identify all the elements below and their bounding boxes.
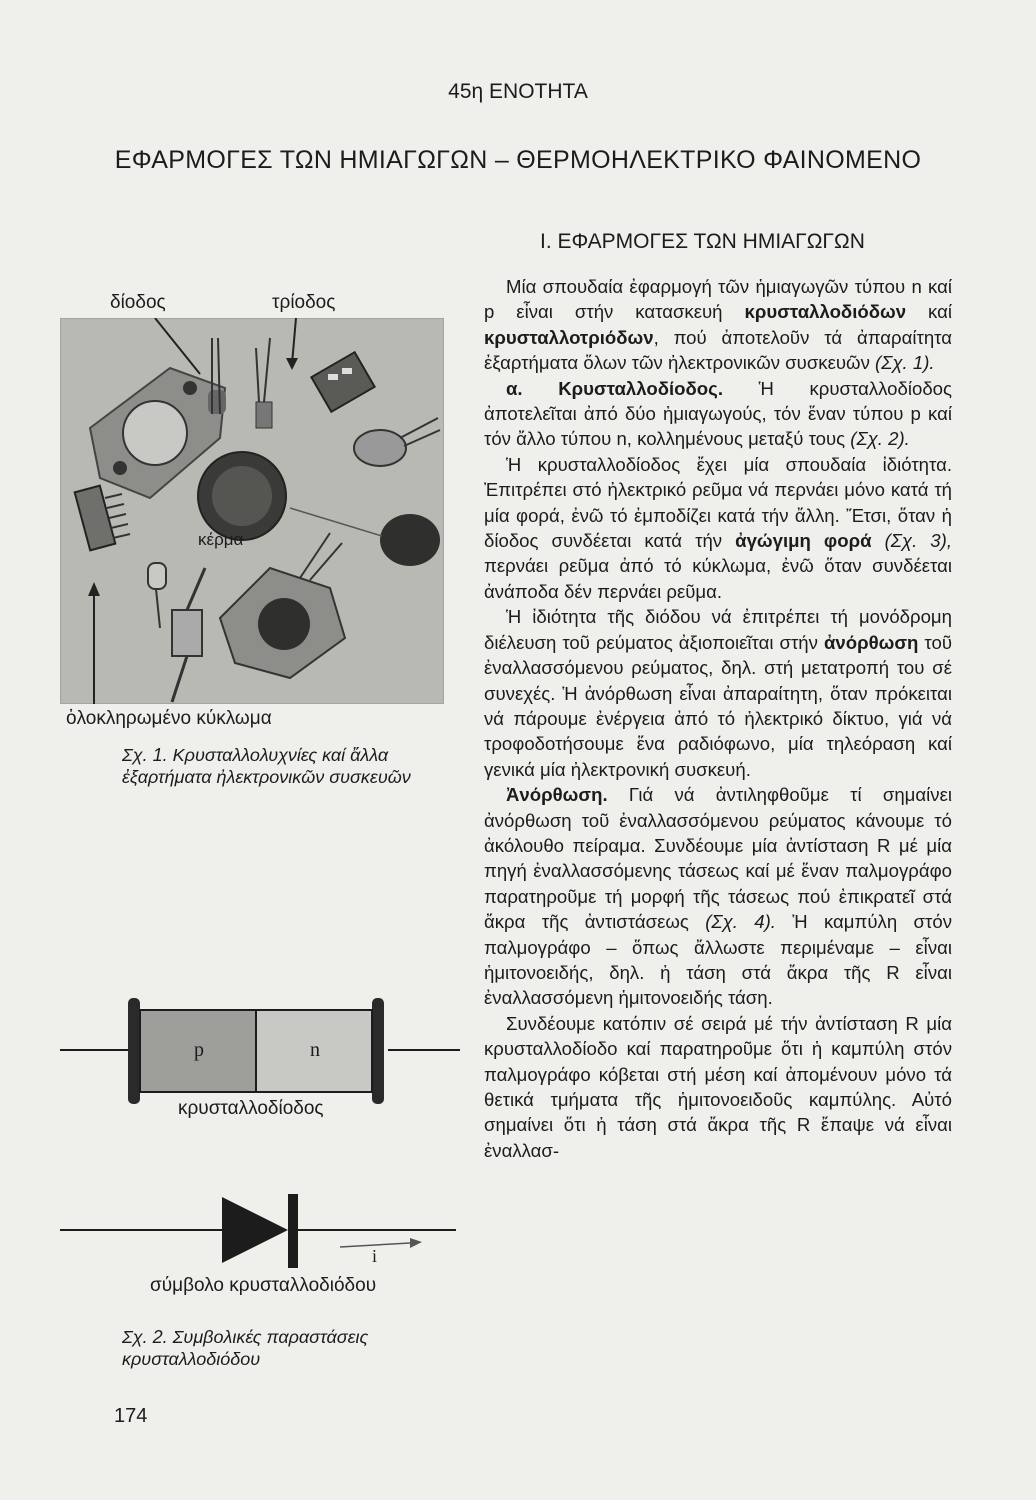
current-arrow [410, 1238, 422, 1248]
current-label: i [372, 1246, 378, 1266]
label-integrated-circuit: ὁλοκληρωμένο κύκλωμα [66, 708, 272, 729]
diode-triangle [222, 1197, 288, 1263]
label-diode-symbol: σύμβολο κρυσταλλοδιόδου [150, 1275, 377, 1296]
label-coin: κέρμα [198, 530, 244, 549]
label-triode: τρίοδος [272, 292, 336, 313]
section-heading: Ι. ΕΦΑΡΜΟΓΕΣ ΤΩΝ ΗΜΙΑΓΩΓΩΝ [540, 230, 865, 253]
n-label: n [310, 1039, 320, 1061]
chapter-title: ΕΦΑΡΜΟΓΕΣ ΤΩΝ ΗΜΙΑΓΩΓΩΝ – ΘΕΡΜΟΗΛΕΚΤΡΙΚΟ ΦΑΙΝΟΜΕΝΟ [114, 146, 922, 174]
components-photo [60, 318, 444, 704]
paragraph-5: Ἀνόρθωση. Γιά νά ἀντιληφθοῦμε τί σημαίνει ἀνόρθωση τοῦ ἐναλλασσόμενου ρεύματος κάνουμε τό ἀκόλουθο πείραμα. Συνδέουμε μία ἀντίσταση R μέ μία πηγή ἐναλλασσόμενης τάσεως καί μέ ἕναν παλμογράφο παρατηροῦμε τή μορφή τῆς τάσεως πού ἐπικρατεῖ στά ἄκρα τῆς ἀντιστάσεως (Σχ. 4). Ἡ καμπύλη στόν παλμογράφο – ὅπως ἄλλωστε περιμέναμε – εἶναι ἡμιτονοειδής, δηλ. ἡ τάση στά ἄκρα τῆς R εἶναι ἐναλλασσόμενη ἡμιτονοειδής τάση. [484, 784, 952, 1009]
diode-diagram [60, 990, 460, 1290]
paragraph-2: α. Κρυσταλλοδίοδος. Ἡ κρυσταλλοδίοδος ἀποτελεῖται ἀπό δύο ἡμιαγωγούς, τόν ἕναν τύπου p καί τόν ἄλλο τύπου n, κολλημένους μεταξύ τους (Σχ. 2). [484, 377, 952, 450]
figure-2-caption: Σχ. 2. Συμβολικές παραστάσεις κρυσταλλοδιόδου [122, 1327, 369, 1369]
paragraph-1: Μία σπουδαία ἐφαρμογή τῶν ἡμιαγωγῶν τύπου n καί p εἶναι στήν κατασκευή κρυσταλλοδιόδων καί κρυσταλλοτριόδων, πού ἀποτελοῦν τά ἀπαραίτητα ἐξαρτήματα ὅλων τῶν ἠλεκτρονικῶν συσκευῶν (Σχ. 1). [484, 276, 952, 374]
page-number: 174 [114, 1405, 148, 1427]
paragraph-6: Συνδέουμε κατόπιν σέ σειρά μέ τήν ἀντίσταση R μία κρυσταλλοδίοδο καί παρατηροῦμε ὅτι ἡ καμπύλη στόν παλμογράφο κόβεται στή μέση καί ἀπομένουν μόνο τά θετικά τμήματα τῆς ἡμιτονοειδοῦς καμπύλης. Αὐτό σημαίνει ὅτι ἡ τάση στά ἄκρα τῆς R ἔπαψε νά εἶναι ἐναλλασ- [484, 1012, 952, 1161]
diode-bar [288, 1194, 298, 1268]
label-crystal-diode: κρυσταλλοδίοδος [178, 1098, 324, 1119]
p-label: p [194, 1039, 204, 1061]
diode-end-cap-right [372, 998, 384, 1104]
diode-end-cap-left [128, 998, 140, 1104]
paragraph-4: Ἡ ἰδιότητα τῆς διόδου νά ἐπιτρέπει τή μονόδρομη διέλευση τοῦ ρεύματος ἀξιοποιεῖται στήν ἀνόρθωση τοῦ ἐναλλασσόμενου ρεύματος, δηλ. στή μετατροπή του σέ συνεχές. Ἡ ἀνόρθωση εἶναι ἀπαραίτητη, ὅταν πρόκειται νά πάρουμε ἐνέργεια ἀπό τό ἠλεκτρικό δίκτυο, γιά νά τροφοδοτήσουμε ἕνα ραδιόφωνο, μία τηλεόραση καί γενικά μία ἠλεκτρονική συσκευή. [484, 606, 952, 780]
body-text [484, 274, 952, 1163]
coin [198, 452, 286, 540]
figure-1-caption: Σχ. 1. Κρυσταλλολυχνίες καί ἄλλα ἐξαρτήματα ἠλεκτρονικῶν συσκευῶν [122, 745, 411, 787]
unit-header: 45η ΕΝΟΤΗΤΑ [448, 80, 588, 103]
paragraph-3: Ἡ κρυσταλλοδίοδος ἔχει μία σπουδαία ἰδιότητα. Ἐπιτρέπει στό ἠλεκτρικό ρεῦμα νά περνάει μόνο κατά τή μία φορά, ἐνῶ τό ἐμποδίζει κατά τήν ἄλλη. Ἔτσι, ὅταν ἡ δίοδος συνδέεται κατά τήν ἀγώγιμη φορά (Σχ. 3), περνάει ρεῦμα ἀπό τό κύκλωμα, ἐνῶ ὅταν συνδέεται ἀνάποδα δέν περνάει ρεῦμα. [484, 453, 952, 602]
label-diode: δίοδος [110, 292, 166, 313]
